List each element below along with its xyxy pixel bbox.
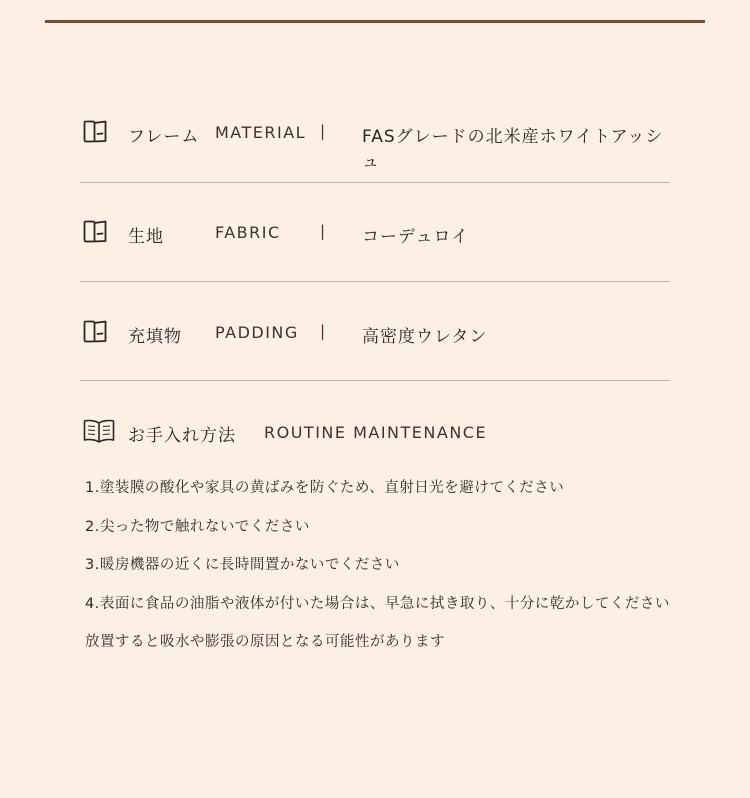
spec-value: コーデュロイ	[362, 227, 469, 247]
spec-label-jp: 充填物	[128, 327, 182, 347]
spec-label-jp: 生地	[128, 227, 164, 247]
maintenance-note: 放置すると吸水や膨張の原因となる可能性があります	[85, 634, 445, 651]
maintenance-title-jp: お手入れ方法	[128, 426, 236, 446]
spec-separator: |	[320, 222, 326, 240]
divider	[80, 182, 670, 183]
open-book-icon	[83, 418, 115, 444]
maintenance-header	[80, 418, 680, 448]
maintenance-note: 2.尖った物で触れないでください	[85, 518, 310, 535]
spec-row-padding	[80, 320, 670, 360]
maintenance-notes	[85, 478, 725, 671]
maintenance-note: 4.表面に食品の油脂や液体が付いた場合は、早急に拭き取り、十分に乾かしてください	[85, 595, 670, 612]
maintenance-note: 1.塗装膜の酸化や家具の黄ばみを防ぐため、直射日光を避けてください	[85, 480, 565, 496]
book-icon	[83, 120, 109, 144]
divider	[80, 281, 670, 282]
spec-value: 高密度ウレタン	[362, 327, 488, 347]
spec-label-en: MATERIAL	[215, 123, 307, 142]
spec-label-en: PADDING	[215, 323, 299, 342]
spec-separator: |	[320, 322, 326, 340]
spec-label-jp: フレーム	[128, 127, 200, 147]
spec-label-en: FABRIC	[215, 223, 281, 242]
top-accent-rule	[45, 20, 705, 23]
spec-row-material	[80, 120, 670, 172]
book-icon	[83, 220, 109, 244]
book-icon	[83, 320, 109, 344]
maintenance-title-en: ROUTINE MAINTENANCE	[264, 423, 488, 442]
spec-value: FASグレードの北米産ホワイトアッシュ	[362, 127, 664, 172]
divider	[80, 380, 670, 381]
maintenance-note: 3.暖房機器の近くに長時間置かないでください	[85, 557, 400, 574]
spec-separator: |	[320, 122, 326, 140]
spec-row-fabric	[80, 220, 670, 260]
